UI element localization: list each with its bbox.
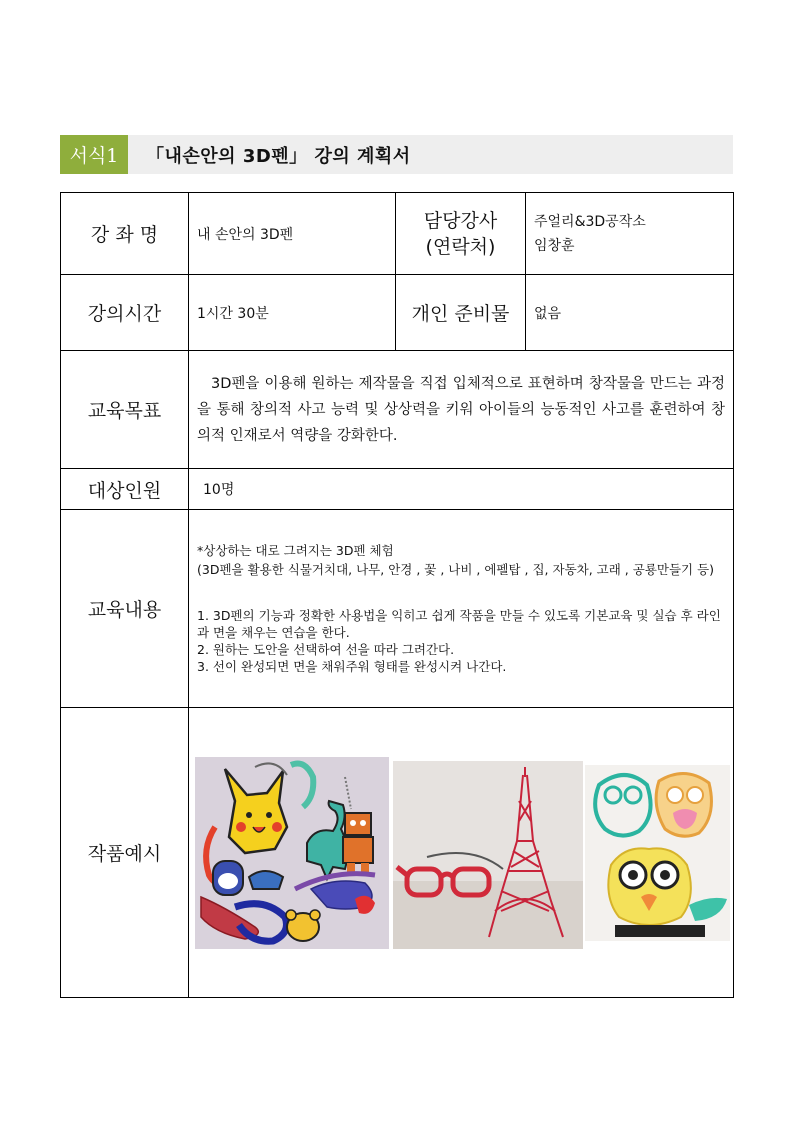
instructor-org: 주얼리&3D공작소 — [534, 213, 646, 230]
examples-label: 작품예시 — [61, 708, 189, 998]
content-step3: 3. 선이 완성되면 면을 채워주워 형태를 완성시켜 나간다. — [197, 659, 507, 674]
row-content — [61, 510, 734, 708]
content-value — [189, 510, 734, 708]
course-label: 강 좌 명 — [61, 193, 189, 275]
row-time — [61, 275, 734, 351]
instructor-label-line2: (연락처) — [425, 235, 496, 258]
form-header — [60, 135, 733, 174]
keychain-photo — [195, 757, 389, 949]
row-course — [61, 193, 734, 275]
supplies-label: 개인 준비물 — [396, 275, 526, 351]
goal-value — [189, 351, 734, 469]
goal-text: 3D펜을 이용해 원하는 제작물을 직접 입체적으로 표현하며 창작물을 만드는 과정을 통해 창의적 사고 능력 및 상상력을 키워 아이들의 능동적인 사고를 훈련하여 창의적 인재로서 역량을 강화한다. — [197, 375, 725, 444]
content-label: 교육내용 — [61, 510, 189, 708]
examples-cell — [189, 708, 734, 998]
form-badge: 서식1 — [60, 135, 128, 174]
time-value: 1시간 30분 — [189, 275, 396, 351]
content-line1: *상상하는 대로 그려지는 3D펜 체험 — [197, 543, 394, 558]
content-line2: (3D펜을 활용한 식물거치대, 나무, 안경 , 꽃 , 나비 , 에펠탑 , 집, 자동차, 고래 , 공룡만들기 등) — [197, 562, 715, 577]
time-label: 강의시간 — [61, 275, 189, 351]
instructor-value — [526, 193, 734, 275]
owl-photo — [585, 765, 730, 941]
people-label: 대상인원 — [61, 469, 189, 510]
people-value: 10명 — [189, 469, 734, 510]
instructor-name: 임창훈 — [534, 237, 575, 254]
row-goal — [61, 351, 734, 469]
yellow-owl-figure — [608, 848, 691, 925]
row-people — [61, 469, 734, 510]
content-step1: 1. 3D펜의 기능과 정확한 사용법을 익히고 쉽게 작품을 만들 수 있도록 기본교육 및 실습 후 라인과 면을 채우는 연습을 한다. — [197, 608, 721, 640]
instructor-label — [396, 193, 526, 275]
content-step2: 2. 원하는 도안을 선택하여 선을 따라 그려간다. — [197, 642, 455, 657]
course-value: 내 손안의 3D펜 — [189, 193, 396, 275]
eiffel-glasses-photo — [393, 761, 583, 949]
instructor-label-line1: 담당강사 — [423, 209, 498, 232]
supplies-value: 없음 — [526, 275, 734, 351]
lecture-plan-table — [60, 192, 734, 998]
goal-label: 교육목표 — [61, 351, 189, 469]
document-title: 「내손안의 3D펜」 강의 계획서 — [146, 145, 411, 167]
row-examples — [61, 708, 734, 998]
orange-owl-figure — [656, 773, 711, 836]
robot-figure — [343, 813, 373, 873]
